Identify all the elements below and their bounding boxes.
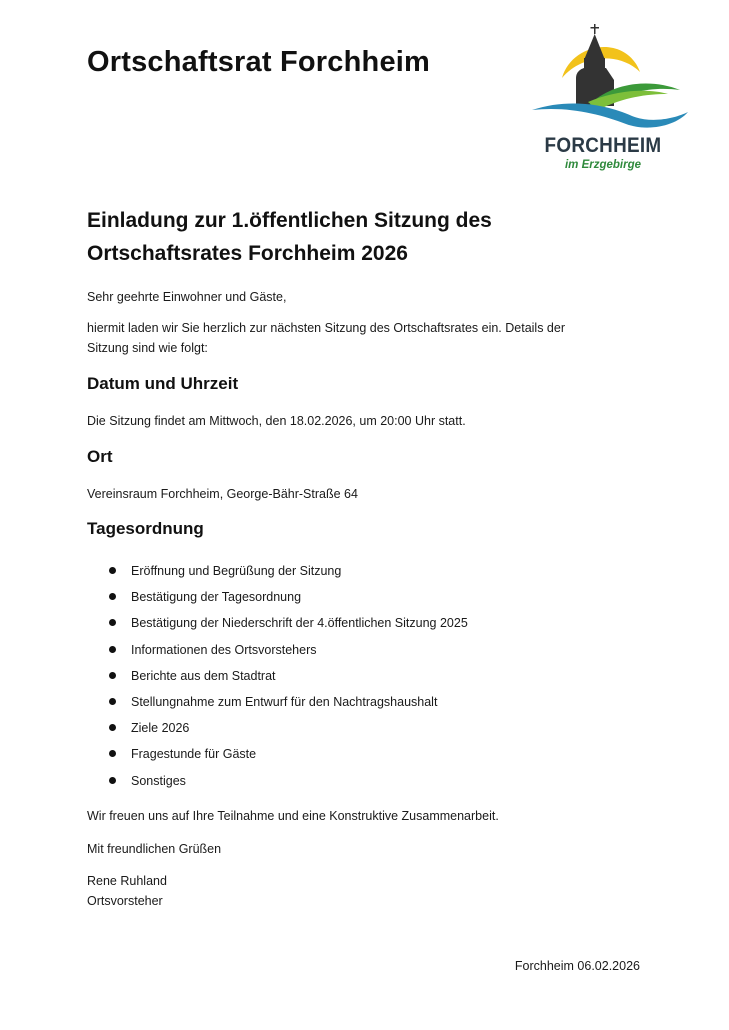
- agenda-item: [87, 613, 468, 639]
- invitation-heading-line-2: Ortschaftsrates Forchheim 2026: [87, 242, 408, 265]
- location-text: Vereinsraum Forchheim, George-Bähr-Straße 64: [87, 487, 358, 501]
- forchheim-logo: [528, 20, 694, 180]
- agenda-item: [87, 744, 468, 770]
- agenda-item-text: Bestätigung der Niederschrift der 4.öffentlichen Sitzung 2025: [131, 616, 468, 631]
- agenda-item-text: Informationen des Ortsvorstehers: [131, 642, 317, 657]
- agenda-item: [87, 561, 468, 587]
- agenda-item-text: Bestätigung der Tagesordnung: [131, 590, 302, 605]
- intro-paragraph: [87, 318, 565, 358]
- greeting-text: Sehr geehrte Einwohner und Gäste,: [87, 290, 287, 304]
- regards-text: Mit freundlichen Grüßen: [87, 842, 222, 856]
- agenda-item-text: Fragestunde für Gäste: [131, 747, 257, 762]
- bullet-icon: [109, 750, 116, 757]
- bullet-icon: [109, 777, 116, 784]
- signature-block: [87, 871, 167, 911]
- logo-subtitle-text: im Erzgebirge: [564, 159, 642, 171]
- invitation-heading-line-1: Einladung zur 1.öffentlichen Sitzung des: [87, 209, 492, 232]
- agenda-item-text: Berichte aus dem Stadtrat: [131, 668, 276, 683]
- intro-line-1: hiermit laden wir Sie herzlich zur nächsten Sitzung des Ortschaftsrates ein. Details der: [87, 321, 565, 335]
- datetime-heading: Datum und Uhrzeit: [87, 374, 239, 393]
- logo-name-text: FORCHHEIM: [544, 134, 662, 157]
- signer-name: Rene Ruhland: [87, 874, 167, 888]
- agenda-item-text: Stellungnahme zum Entwurf für den Nachtragshaushalt: [131, 694, 438, 709]
- bullet-icon: [109, 724, 116, 731]
- agenda-item: [87, 666, 468, 692]
- agenda-heading: Tagesordnung: [87, 519, 204, 538]
- place-date: Forchheim 06.02.2026: [514, 959, 640, 973]
- bullet-icon: [109, 646, 116, 653]
- bullet-icon: [109, 619, 116, 626]
- agenda-item: [87, 771, 468, 797]
- intro-line-2: Sitzung sind wie folgt:: [87, 341, 208, 355]
- closing-text: Wir freuen uns auf Ihre Teilnahme und eine Konstruktive Zusammenarbeit.: [87, 809, 499, 823]
- invitation-heading: [87, 204, 647, 270]
- signer-role: Ortsvorsteher: [87, 894, 163, 908]
- bullet-icon: [109, 593, 116, 600]
- agenda-item: [87, 692, 468, 718]
- church-logo-icon: [528, 20, 694, 134]
- location-heading: Ort: [87, 447, 113, 466]
- agenda-item: [87, 640, 468, 666]
- agenda-item-text: Eröffnung und Begrüßung der Sitzung: [131, 564, 342, 578]
- agenda-item: [87, 587, 468, 613]
- datetime-text: Die Sitzung findet am Mittwoch, den 18.02.2026, um 20:00 Uhr statt.: [87, 414, 466, 428]
- bullet-icon: [109, 672, 116, 679]
- agenda-item: [87, 718, 468, 744]
- agenda-item-text: Ziele 2026: [131, 721, 190, 736]
- agenda-item-text: Sonstiges: [131, 773, 186, 788]
- bullet-icon: [109, 567, 116, 574]
- bullet-icon: [109, 698, 116, 705]
- agenda-list: [87, 561, 468, 797]
- document-title: Ortschaftsrat Forchheim: [87, 46, 431, 78]
